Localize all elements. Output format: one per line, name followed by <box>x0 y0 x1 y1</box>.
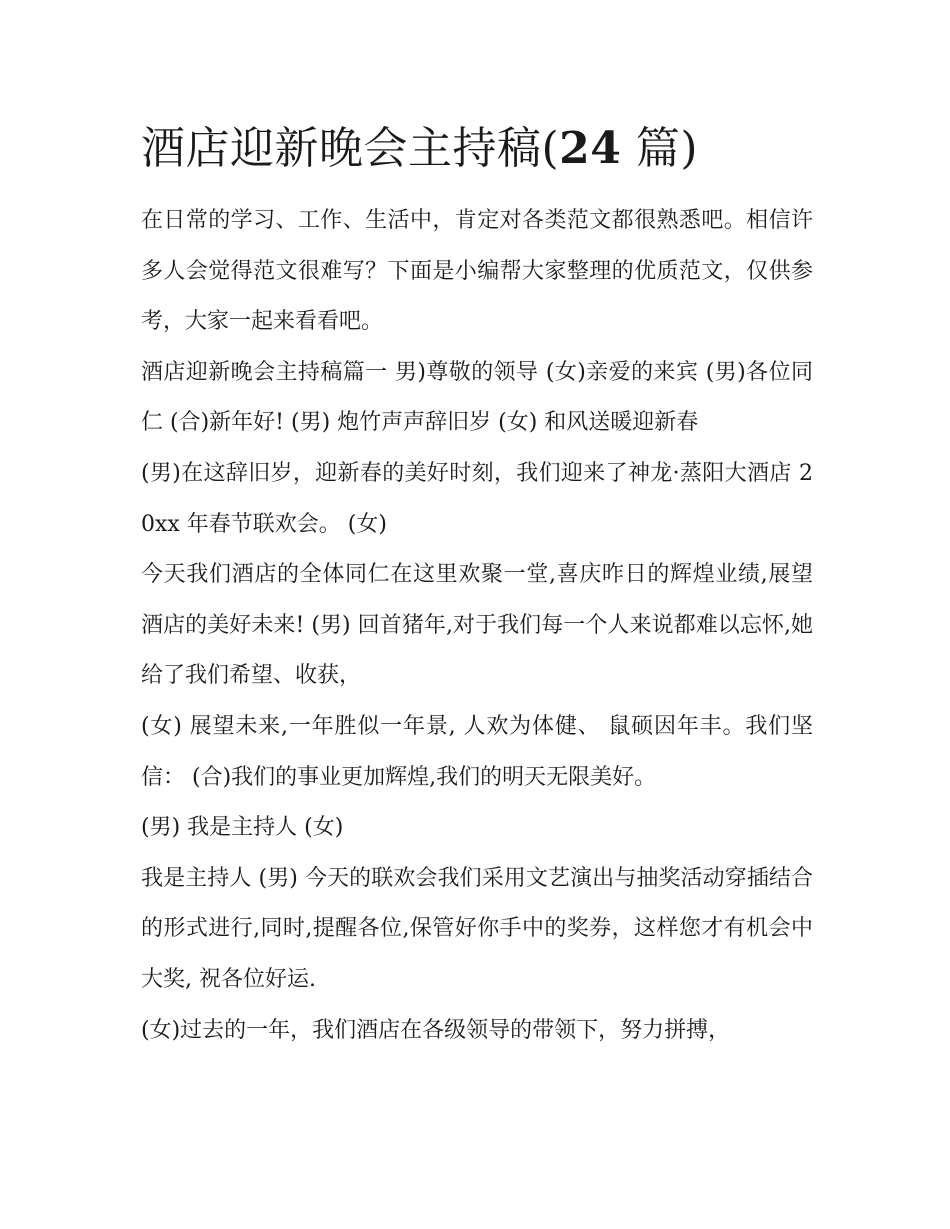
paragraph-welcome: (男)在这辞旧岁，迎新春的美好时刻，我们迎来了神龙·蒸阳大酒店 20xx 年春节联欢会。 (女) <box>141 460 813 537</box>
paragraph-program: 我是主持人 (男) 今天的联欢会我们采用文艺演出与抽奖活动穿插结合的形式进行,同时,提醒各位,保管好你手中的奖券，这样您才有机会中大奖, 祝各位好运. <box>141 865 813 992</box>
paragraph-host-intro: (男) 我是主持人 (女) <box>141 815 344 841</box>
paragraph-review: (女)过去的一年，我们酒店在各级领导的带领下，努力拼搏， <box>141 1017 731 1043</box>
document-title <box>141 118 813 180</box>
title-count: 24 <box>559 123 622 174</box>
paragraph-intro: 在日常的学习、工作、生活中，肯定对各类范文都很熟悉吧。相信许多人会觉得范文很难写？下面是小编帮大家整理的优质范文，仅供参考，大家一起来看看吧。 <box>141 208 813 335</box>
title-tail: 篇) <box>621 123 699 174</box>
paragraph-opening: 酒店迎新晚会主持稿篇一 男)尊敬的领导 (女)亲爱的来宾 (男)各位同仁 (合)新年好! (男) 炮竹声声辞旧岁 (女) 和风送暖迎新春 <box>141 359 813 436</box>
paragraph-gathering: 今天我们酒店的全体同仁在这里欢聚一堂,喜庆昨日的辉煌业绩,展望酒店的美好未来! (男) 回首猪年,对于我们每一个人来说都难以忘怀,她给了我们希望、收获， <box>141 562 813 689</box>
document-page <box>141 118 813 1056</box>
paragraph-outlook: (女) 展望未来,一年胜似一年景, 人欢为体健、 鼠硕因年丰。我们坚信： (合)我们的事业更加辉煌,我们的明天无限美好。 <box>141 713 813 790</box>
title-text: 酒店迎新晚会主持稿( <box>141 123 560 174</box>
